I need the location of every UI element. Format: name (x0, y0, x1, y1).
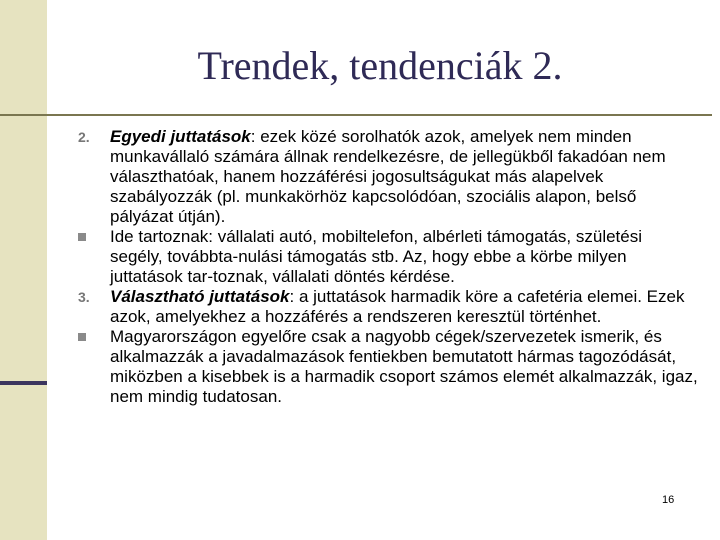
left-decorative-band (0, 0, 47, 540)
list-item-magyarorszagon (78, 327, 698, 407)
slide-content (78, 127, 698, 407)
list-number: 2. (78, 129, 90, 145)
item-text: a juttatások harmadik köre a cafetéria elemei. Ezek azok, amelyekhez a hozzáférés a rendszeren keresztül történhet. (110, 287, 685, 326)
list-item-valaszthato-juttatasok (78, 287, 698, 327)
left-accent-bar (0, 381, 47, 385)
list-number: 3. (78, 289, 90, 305)
page-number: 16 (662, 494, 675, 506)
square-bullet-icon (78, 227, 110, 287)
item-text: Magyarországon egyelőre csak a nagyobb cégek/szervezetek ismerik, és alkalmazzák a javadalmazások fentiekben bemutatott hármas tagozódását, miközben a kisebbek is a harmadik csoport számos elemét alkalmazzák, igaz, nem mindig tudatosan. (110, 327, 698, 406)
bold-italic-term: Egyedi juttatások (110, 127, 251, 146)
item-text: ezek közé sorolhatók azok, amelyek nem minden munkavállaló számára állnak rendelkezésre, de jellegükből fakadóan nem választhatóak, hanem hozzáférési jogosultságukat más alapelvek szabályozzák (pl. munkakörhöz kapcsolódóan, szociális alapon, belső pályázat útján). (110, 127, 666, 226)
list-item-egyedi-juttatasok (78, 127, 698, 227)
colon: : (250, 127, 256, 146)
square-bullet-icon (78, 327, 110, 407)
list-item-ide-tartoznak (78, 227, 698, 287)
bold-italic-term: Választható juttatások (110, 287, 290, 306)
slide-title: Trendek, tendenciák 2. (197, 43, 563, 88)
colon: : (289, 287, 295, 306)
item-text: Ide tartoznak: vállalati autó, mobiltelefon, albérleti támogatás, születési segély, továbbta-nulási támogatás stb. Az, hogy ebbe a körbe milyen juttatások tar-toznak, vállalati döntés kérdése. (110, 227, 643, 286)
title-divider-line (0, 114, 712, 116)
